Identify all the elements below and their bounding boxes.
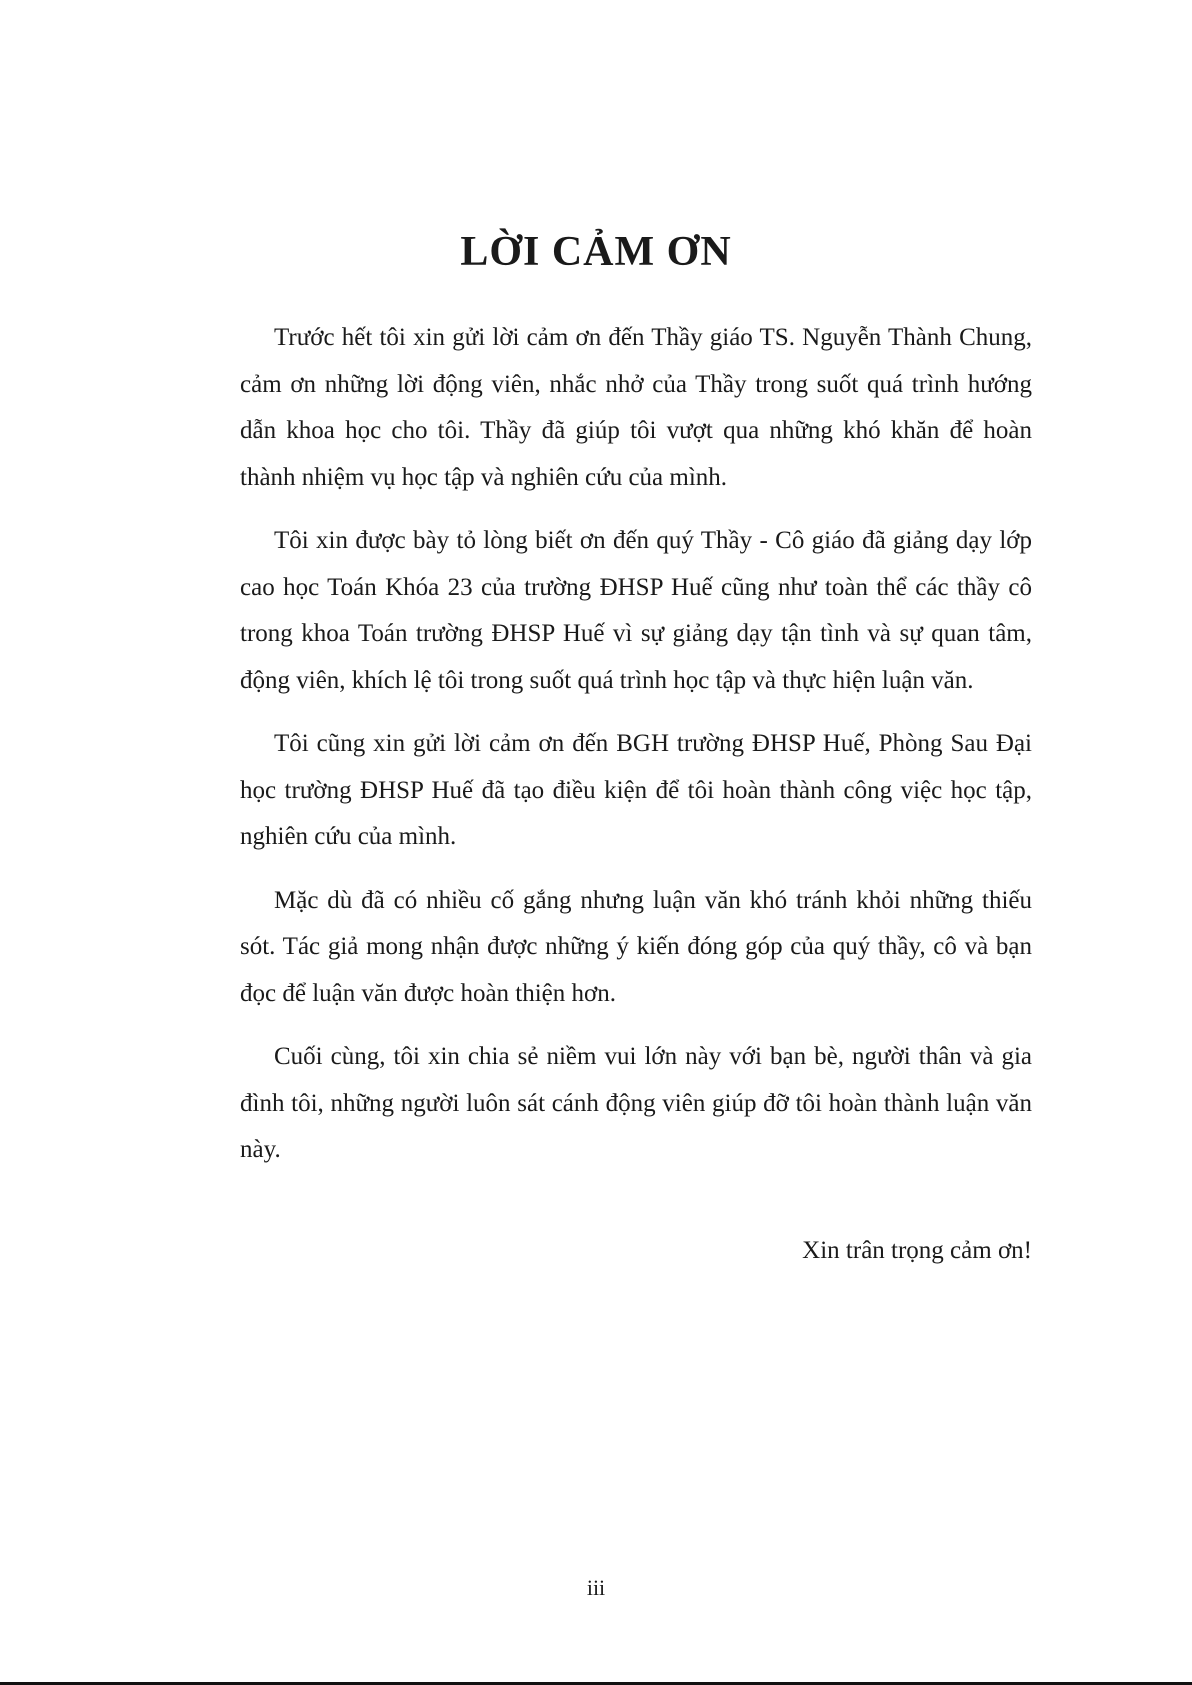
paragraph-1: Trước hết tôi xin gửi lời cảm ơn đến Thầy giáo TS. Nguyễn Thành Chung, cảm ơn những lời động viên, nhắc nhở của Thầy trong suốt quá trình hướng dẫn khoa học cho tôi. Thầy đã giúp tôi vượt qua những khó khăn để hoàn thành nhiệm vụ học tập và nghiên cứu của mình. [240, 324, 1032, 491]
paragraph-4: Mặc dù đã có nhiều cố gắng nhưng luận văn khó tránh khỏi những thiếu sót. Tác giả mong nhận được những ý kiến đóng góp của quý thầy, cô và bạn đọc để luận văn được hoàn thiện hơn. [240, 886, 1032, 1007]
page-number: iii [586, 1575, 606, 1600]
acknowledgement-body [240, 315, 1032, 1191]
paragraph-2: Tôi xin được bày tỏ lòng biết ơn đến quý Thầy - Cô giáo đã giảng dạy lớp cao học Toán Khóa 23 của trường ĐHSP Huế cũng như toàn thể các thầy cô trong khoa Toán trường ĐHSP Huế vì sự giảng dạy tận tình và sự quan tâm, động viên, khích lệ tôi trong suốt quá trình học tập và thực hiện luận văn. [240, 527, 1032, 694]
closing-line: Xin trân trọng cảm ơn! [802, 1237, 1032, 1264]
page-title: LỜI CẢM ƠN [460, 229, 732, 275]
paragraph-3: Tôi cũng xin gửi lời cảm ơn đến BGH trường ĐHSP Huế, Phòng Sau Đại học trường ĐHSP Huế đã tạo điều kiện để tôi hoàn thành công việc học tập, nghiên cứu của mình. [240, 730, 1032, 850]
paragraph-5: Cuối cùng, tôi xin chia sẻ niềm vui lớn này với bạn bè, người thân và gia đình tôi, những người luôn sát cánh động viên giúp đỡ tôi hoàn thành luận văn này. [240, 1043, 1032, 1163]
